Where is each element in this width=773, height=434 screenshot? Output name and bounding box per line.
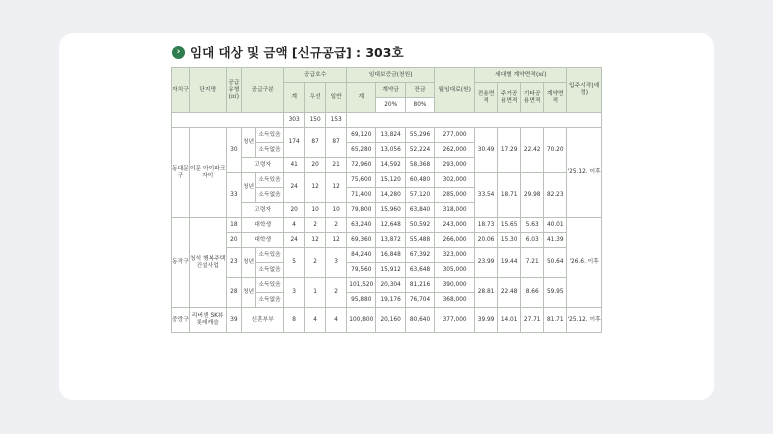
units-total: 41 [284,158,305,173]
totals-row [172,113,602,128]
move-in-cell: '25.12. 이후 [567,308,602,333]
exclusive-area: 33.54 [475,173,498,218]
deposit-total: 72,960 [347,158,376,173]
district-cell: 동작구 [172,218,190,308]
balance: 60,480 [405,173,434,188]
units-general: 3 [326,248,347,278]
totals-general: 153 [326,113,347,128]
header-row [172,68,602,83]
exclusive-area: 39.99 [475,308,498,333]
other-common-area: 6.03 [521,233,544,248]
deposit-total: 65,280 [347,143,376,158]
complex-cell: 청석 행복주택 건설사업 [189,218,226,308]
header-residential-common: 주거공용면적 [498,83,521,113]
monthly-rent: 305,000 [435,263,475,278]
balance: 58,368 [405,158,434,173]
income-cell: 소득있음 [255,128,283,143]
units-priority: 20 [305,158,326,173]
monthly-rent: 302,000 [435,173,475,188]
type-cell: 18 [226,218,242,233]
units-priority: 87 [305,128,326,158]
contract-fee: 19,176 [376,293,405,308]
income-cell: 소득없음 [255,263,283,278]
type-cell: 28 [226,278,242,308]
units-general: 21 [326,158,347,173]
contract-fee: 12,648 [376,218,405,233]
contract-fee: 13,872 [376,233,405,248]
balance: 50,592 [405,218,434,233]
units-priority: 2 [305,218,326,233]
other-common-area: 29.98 [521,173,544,218]
other-common-area: 5.63 [521,218,544,233]
balance: 55,488 [405,233,434,248]
residential-common-area: 19.44 [498,248,521,278]
residential-common-area: 22.48 [498,278,521,308]
type-cell: 33 [226,173,242,218]
contract-area: 40.01 [544,218,567,233]
table-row [172,218,602,233]
header-district: 자치구 [172,68,190,113]
residential-common-area: 15.65 [498,218,521,233]
deposit-total: 84,240 [347,248,376,263]
contract-area: 41.39 [544,233,567,248]
type-cell: 23 [226,248,242,278]
type-cell: 20 [226,233,242,248]
monthly-rent: 266,000 [435,233,475,248]
header-contract-fee: 계약금 [376,83,405,98]
student-cell: 대학생 [242,218,284,233]
move-in-cell: '26.6. 이후 [567,218,602,308]
units-general: 12 [326,233,347,248]
exclusive-area: 18.73 [475,218,498,233]
complex-cell: 리버센 SK뷰 롯데캐슬 [189,308,226,333]
other-common-area: 27.71 [521,308,544,333]
totals-priority: 150 [305,113,326,128]
other-common-area: 8.66 [521,278,544,308]
header-units-priority: 우선 [305,83,326,113]
deposit-total: 75,600 [347,173,376,188]
header-exclusive: 전용면적 [475,83,498,113]
section-title-text: 임대 대상 및 금액 [신규공급] : 303호 [190,45,404,60]
units-total: 24 [284,173,305,203]
units-total: 4 [284,218,305,233]
chevron-right-icon: › [172,46,185,59]
units-general: 2 [326,278,347,308]
exclusive-area: 30.49 [475,128,498,173]
header-category: 공급구분 [242,68,284,113]
contract-area: 59.95 [544,278,567,308]
deposit-total: 71,400 [347,188,376,203]
units-priority: 12 [305,233,326,248]
contract-area: 70.20 [544,128,567,173]
monthly-rent: 243,000 [435,218,475,233]
header-contract-pct: 20% [376,98,405,113]
deposit-total: 79,560 [347,263,376,278]
units-general: 2 [326,218,347,233]
units-priority: 4 [305,308,326,333]
balance: 55,296 [405,128,434,143]
monthly-rent: 277,000 [435,128,475,143]
income-cell: 소득없음 [255,143,283,158]
income-cell: 소득있음 [255,248,283,263]
table-row [172,128,602,143]
youth-cell: 청년 [242,248,256,278]
income-cell: 소득있음 [255,173,283,188]
elderly-cell: 고령자 [242,158,284,173]
units-general: 10 [326,203,347,218]
header-deposit: 임대보증금(천원) [347,68,435,83]
residential-common-area: 15.30 [498,233,521,248]
rental-table [171,67,602,333]
table-row [172,278,602,293]
totals-empty [347,113,602,128]
header-contract-area: 계약면적 [544,83,567,113]
exclusive-area: 20.06 [475,233,498,248]
units-general: 87 [326,128,347,158]
monthly-rent: 323,000 [435,248,475,263]
header-units-total: 계 [284,83,305,113]
youth-cell: 청년 [242,278,256,308]
units-total: 24 [284,233,305,248]
deposit-total: 63,240 [347,218,376,233]
contract-fee: 15,912 [376,263,405,278]
contract-fee: 20,160 [376,308,405,333]
table-row [172,173,602,188]
contract-fee: 20,304 [376,278,405,293]
income-cell: 소득없음 [255,293,283,308]
contract-area: 82.23 [544,173,567,218]
deposit-total: 101,520 [347,278,376,293]
section-title [172,41,404,63]
monthly-rent: 318,000 [435,203,475,218]
type-cell: 39 [226,308,242,333]
contract-fee: 16,848 [376,248,405,263]
units-total: 20 [284,203,305,218]
contract-fee: 15,120 [376,173,405,188]
table-row [172,248,602,263]
header-supply-type: 공급유형(㎡) [226,68,242,113]
units-priority: 1 [305,278,326,308]
elderly-cell: 고령자 [242,203,284,218]
exclusive-area: 28.81 [475,278,498,308]
contract-fee: 13,056 [376,143,405,158]
units-total: 5 [284,248,305,278]
totals-total: 303 [284,113,305,128]
header-complex: 단지명 [189,68,226,113]
contract-fee: 15,960 [376,203,405,218]
deposit-total: 69,360 [347,233,376,248]
monthly-rent: 377,000 [435,308,475,333]
table-row [172,308,602,333]
header-units: 공급호수 [284,68,347,83]
units-total: 8 [284,308,305,333]
balance: 57,120 [405,188,434,203]
contract-area: 81.71 [544,308,567,333]
totals-label-cell [172,113,284,128]
monthly-rent: 368,000 [435,293,475,308]
other-common-area: 22.42 [521,128,544,173]
contract-area: 50.64 [544,248,567,278]
units-priority: 10 [305,203,326,218]
youth-cell: 청년 [242,128,256,158]
units-priority: 12 [305,173,326,203]
units-total: 174 [284,128,305,158]
header-monthly-rent: 월임대료(원) [435,68,475,113]
balance: 76,704 [405,293,434,308]
deposit-total: 95,880 [347,293,376,308]
residential-common-area: 14.01 [498,308,521,333]
newlywed-cell: 신혼부부 [242,308,284,333]
income-cell: 소득없음 [255,188,283,203]
deposit-total: 79,800 [347,203,376,218]
header-deposit-total: 계 [347,83,376,113]
contract-fee: 14,592 [376,158,405,173]
residential-common-area: 17.29 [498,128,521,173]
deposit-total: 69,120 [347,128,376,143]
header-balance-pct: 80% [405,98,434,113]
balance: 80,640 [405,308,434,333]
monthly-rent: 262,000 [435,143,475,158]
complex-cell: 이문 아이파크 자이 [189,128,226,218]
youth-cell: 청년 [242,173,256,203]
header-area: 세대별 계약면적(㎡) [475,68,567,83]
units-priority: 2 [305,248,326,278]
district-cell: 중랑구 [172,308,190,333]
balance: 52,224 [405,143,434,158]
monthly-rent: 293,000 [435,158,475,173]
units-general: 4 [326,308,347,333]
type-cell: 30 [226,128,242,173]
student-cell: 대학생 [242,233,284,248]
header-move-in: 입주시작(예정) [567,68,602,113]
header-other-common: 기타공용면적 [521,83,544,113]
units-total: 3 [284,278,305,308]
header-units-general: 일반 [326,83,347,113]
header-balance: 잔금 [405,83,434,98]
balance: 63,648 [405,263,434,278]
district-cell: 동대문구 [172,128,190,218]
balance: 81,216 [405,278,434,293]
table-row [172,233,602,248]
deposit-total: 100,800 [347,308,376,333]
other-common-area: 7.21 [521,248,544,278]
monthly-rent: 285,000 [435,188,475,203]
units-general: 12 [326,173,347,203]
exclusive-area: 23.99 [475,248,498,278]
monthly-rent: 390,000 [435,278,475,293]
income-cell: 소득있음 [255,278,283,293]
balance: 63,840 [405,203,434,218]
residential-common-area: 18.71 [498,173,521,218]
move-in-cell: '25.12. 이후 [567,128,602,218]
contract-fee: 13,824 [376,128,405,143]
contract-fee: 14,280 [376,188,405,203]
balance: 67,392 [405,248,434,263]
